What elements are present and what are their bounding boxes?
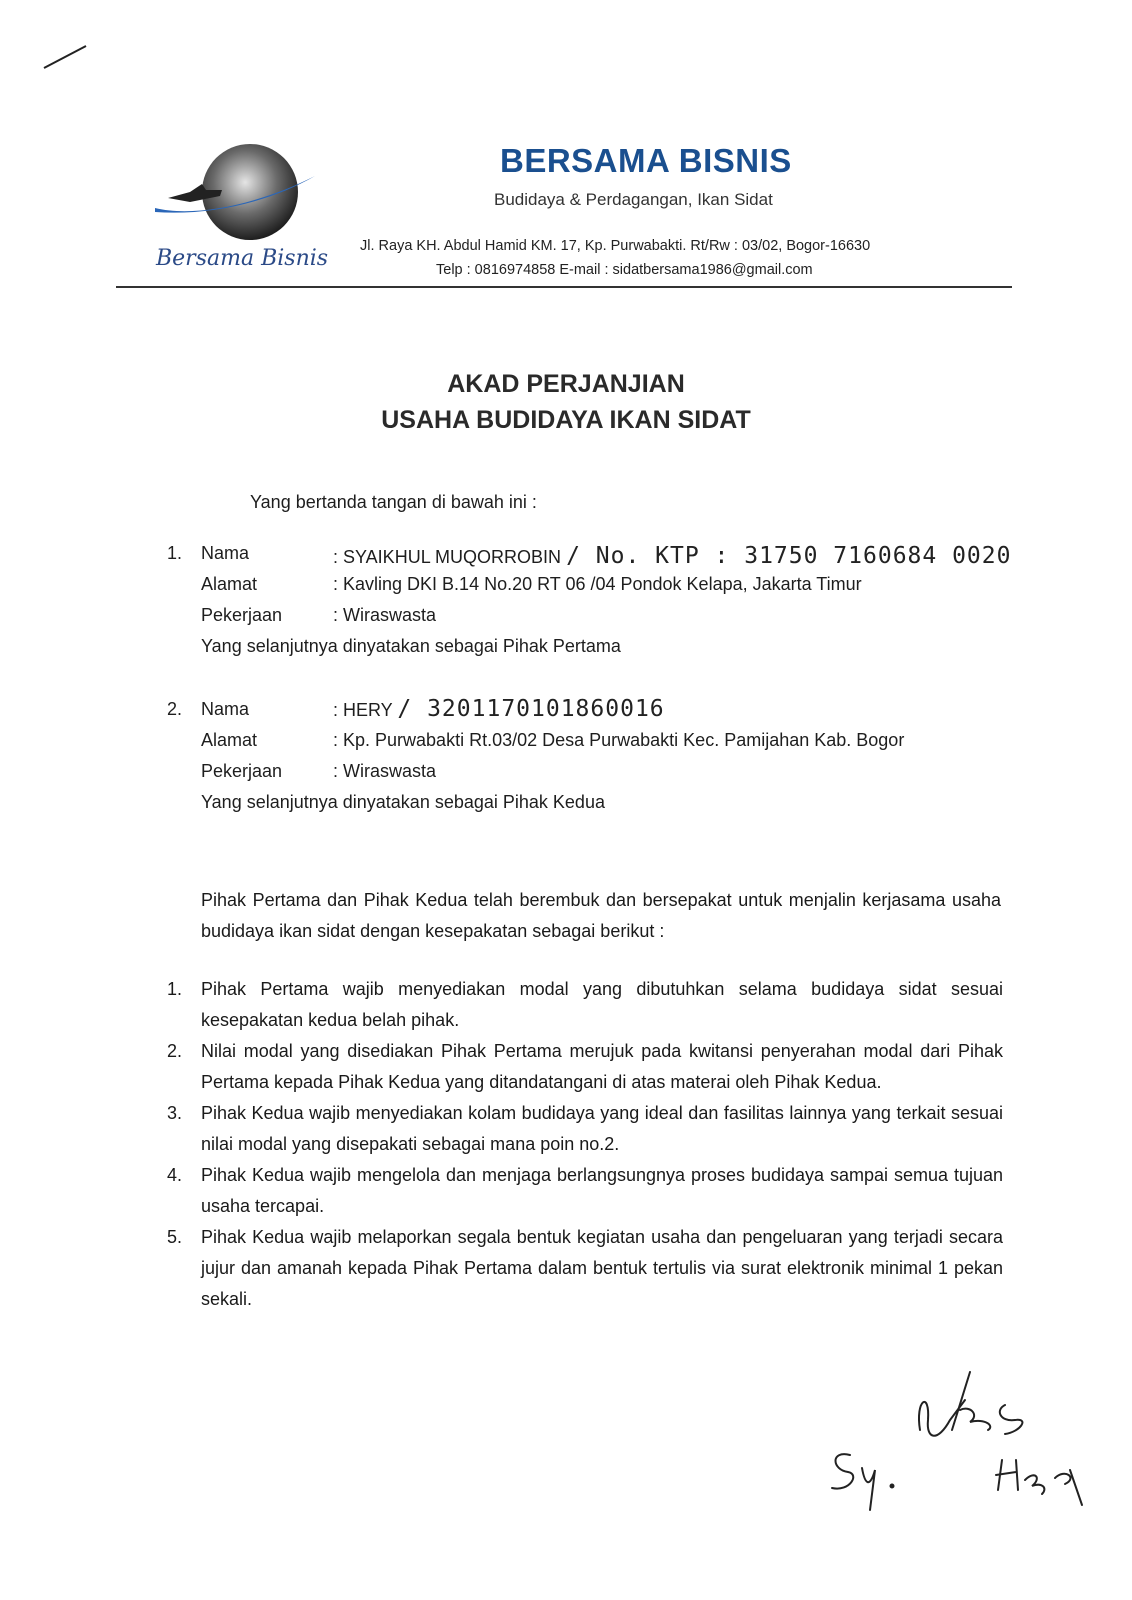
name-text: : HERY bbox=[333, 700, 393, 720]
intro-text: Yang bertanda tangan di bawah ini : bbox=[250, 492, 537, 512]
clause-item bbox=[167, 1222, 1003, 1315]
logo-text: Bersama Bisnis bbox=[156, 246, 329, 271]
clause-text: Nilai modal yang disediakan Pihak Pertama merujuk pada kwitansi penyerahan modal dari Pihak Pertama kepada Pihak Kedua yang ditandatangani di atas materai oleh Pihak Kedua. bbox=[201, 1041, 1003, 1092]
clause-text: Pihak Kedua wajib melaporkan segala bentuk kegiatan usaha dan pengeluaran yang terjadi secara jujur dan amanah kepada Pihak Pertama dalam bentuk tertulis via surat elektronik minimal 1 pekan sekali. bbox=[201, 1227, 1003, 1309]
clause-number: 3. bbox=[167, 1103, 183, 1123]
name-value bbox=[333, 543, 1011, 569]
signature-initials bbox=[832, 1454, 894, 1510]
clause-item bbox=[167, 1036, 1003, 1098]
clause-list bbox=[167, 974, 1003, 1315]
party-designation: Yang selanjutnya dinyatakan sebagai Pihak Pertama bbox=[201, 636, 621, 656]
pen-mark bbox=[40, 40, 90, 72]
document-title-line2: USAHA BUDIDAYA IKAN SIDAT bbox=[381, 406, 751, 434]
header-divider bbox=[116, 286, 1012, 288]
name-value bbox=[333, 696, 665, 722]
clause-text: Pihak Kedua wajib menyediakan kolam budidaya yang ideal dan fasilitas lainnya yang terkait sesuai nilai modal yang disepakati sebagai mana poin no.2. bbox=[201, 1103, 1003, 1154]
job-value: : Wiraswasta bbox=[333, 605, 437, 625]
agreement-paragraph: Pihak Pertama dan Pihak Kedua telah berembuk dan bersepakat untuk menjalin kerjasama usaha budidaya ikan sidat dengan kesepakatan sebagai berikut : bbox=[201, 890, 1001, 941]
company-name: BERSAMA BISNIS bbox=[500, 142, 792, 179]
clause-number: 2. bbox=[167, 1041, 183, 1061]
company-tagline: Budidaya & Perdagangan, Ikan Sidat bbox=[494, 190, 773, 209]
handwritten-id-number: / 3201170101860016 bbox=[397, 696, 665, 722]
address-value: : Kavling DKI B.14 No.20 RT 06 /04 Pondok Kelapa, Jakarta Timur bbox=[333, 574, 862, 594]
clause-item bbox=[167, 1098, 1003, 1160]
clause-number: 5. bbox=[167, 1227, 183, 1247]
company-logo bbox=[150, 140, 320, 250]
party-number: 1. bbox=[167, 543, 183, 563]
job-value: : Wiraswasta bbox=[333, 761, 437, 781]
handwritten-ktp-number: / No. KTP : 31750 7160684 0020 bbox=[566, 543, 1012, 569]
clause-text: Pihak Pertama wajib menyediakan modal yang dibutuhkan selama budidaya sidat sesuai kesepakatan kedua belah pihak. bbox=[201, 979, 1003, 1030]
job-label: Pekerjaan bbox=[201, 761, 283, 781]
signature-area bbox=[820, 1360, 1100, 1520]
clause-text: Pihak Kedua wajib mengelola dan menjaga berlangsungnya proses budidaya sampai semua tujuan usaha tercapai. bbox=[201, 1165, 1003, 1216]
address-label: Alamat bbox=[201, 730, 258, 750]
signature-hery bbox=[919, 1372, 1082, 1505]
clause-number: 4. bbox=[167, 1165, 183, 1185]
party-number: 2. bbox=[167, 699, 183, 719]
name-label: Nama bbox=[201, 699, 250, 719]
address-value: : Kp. Purwabakti Rt.03/02 Desa Purwabakti Kec. Pamijahan Kab. Bogor bbox=[333, 730, 905, 750]
name-text: : SYAIKHUL MUQORROBIN bbox=[333, 547, 562, 567]
document-title-line1: AKAD PERJANJIAN bbox=[447, 370, 685, 398]
clause-item bbox=[167, 974, 1003, 1036]
clause-item bbox=[167, 1160, 1003, 1222]
company-contact: Telp : 0816974858 E-mail : sidatbersama1986@gmail.com bbox=[436, 262, 813, 278]
clause-number: 1. bbox=[167, 979, 183, 999]
party-designation: Yang selanjutnya dinyatakan sebagai Pihak Kedua bbox=[201, 792, 605, 812]
address-label: Alamat bbox=[201, 574, 258, 594]
company-address: Jl. Raya KH. Abdul Hamid KM. 17, Kp. Purwabakti. Rt/Rw : 03/02, Bogor-16630 bbox=[360, 238, 871, 254]
job-label: Pekerjaan bbox=[201, 605, 283, 625]
name-label: Nama bbox=[201, 543, 250, 563]
